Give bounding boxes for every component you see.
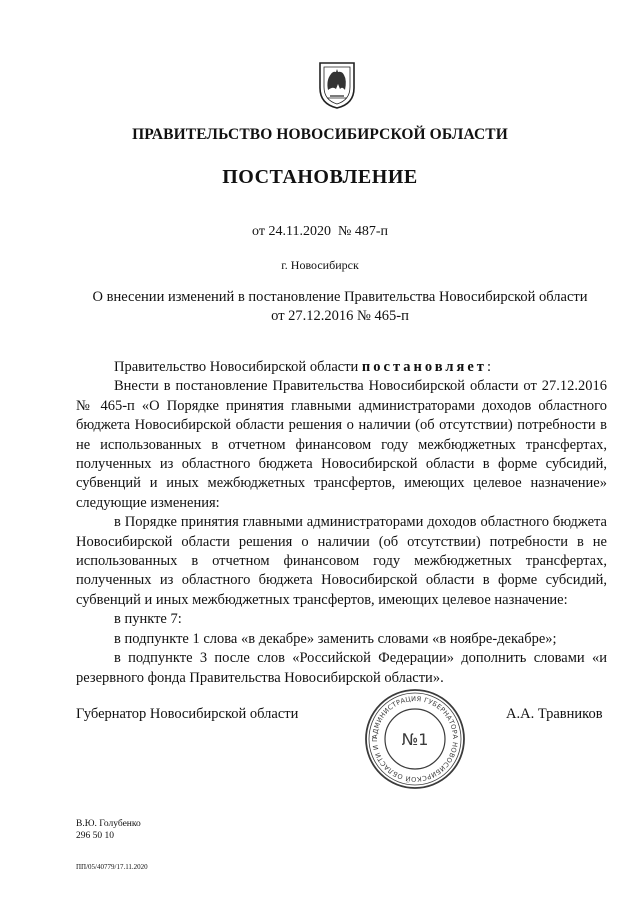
document-title — [60, 288, 620, 326]
document-number: 487-п — [354, 224, 388, 239]
body-paragraph-6: в подпункте 3 после слов «Российской Федерации» дополнить словами «и резервного фонда Правительства Новосибирской области». — [76, 650, 607, 686]
number-prefix: № — [337, 224, 355, 239]
date-prefix: от — [252, 224, 269, 239]
body-paragraph-4: в пункте 7: — [114, 611, 182, 628]
document-date: 24.11.2020 — [268, 224, 331, 239]
coat-of-arms-icon — [316, 60, 358, 110]
stamp-ring-text: АДМИНИСТРАЦИЯ ГУБЕРНАТОРА НОВОСИБИРСКОЙ ОБЛАСТИ И П — [370, 694, 460, 784]
body-paragraph-5: в подпункте 1 слова «в декабре» заменить словами «в ноябре-декабре»; — [114, 630, 557, 647]
official-stamp — [364, 688, 466, 790]
decree-verb: постановляет — [361, 359, 487, 375]
decree-subject: Правительство Новосибирской области — [114, 359, 362, 375]
organization-name: ПРАВИТЕЛЬСТВО НОВОСИБИРСКОЙ ОБЛАСТИ — [132, 126, 508, 143]
body-paragraph-3: в Порядке принятия главными администраторами доходов областного бюджета Новосибирской области решения о наличии (об отсутствии) потребности в не использованных в отчетном финансовом году межбюджетных трансфертах, полученных из областного бюджета Новосибирской области в форме субсидий, субвенций и иных межбюджетных трансфертов, имеющих целевое назначение: — [76, 514, 607, 608]
executor-phone: 296 50 10 — [76, 831, 114, 841]
stamp-center-text: №1 — [401, 730, 429, 749]
city: г. Новосибирск — [281, 258, 359, 272]
body-paragraph-1 — [76, 358, 607, 377]
executor-name: В.Ю. Голубенко — [76, 819, 141, 829]
title-line-1: О внесении изменений в постановление Правительства Новосибирской области — [92, 289, 588, 305]
body-paragraph-2: Внести в постановление Правительства Новосибирской области от 27.12.2016 № 465-п «О Порядке принятия главными администраторами доходов областного бюджета Новосибирской области решения о наличии (об отсутствии) потребности в не использованных в отчетном финансовом году межбюджетных трансфертах, полученных из областного бюджета Новосибирской области в форме субсидий, субвенций и иных межбюджетных трансфертов, имеющих целевое назначение» следующие изменения: — [76, 378, 607, 511]
footer-code: ПП/05/40779/17.11.2020 — [76, 863, 148, 871]
title-line-2: от 27.12.2016 № 465-п — [271, 308, 409, 324]
executor-info — [76, 818, 141, 842]
signer-position: Губернатор Новосибирской области — [76, 706, 299, 722]
signer-name: А.А. Травников — [506, 706, 603, 722]
date-number-line — [0, 224, 640, 240]
document-type: ПОСТАНОВЛЕНИЕ — [222, 166, 418, 188]
document-body — [76, 358, 607, 688]
decree-colon: : — [486, 359, 491, 375]
